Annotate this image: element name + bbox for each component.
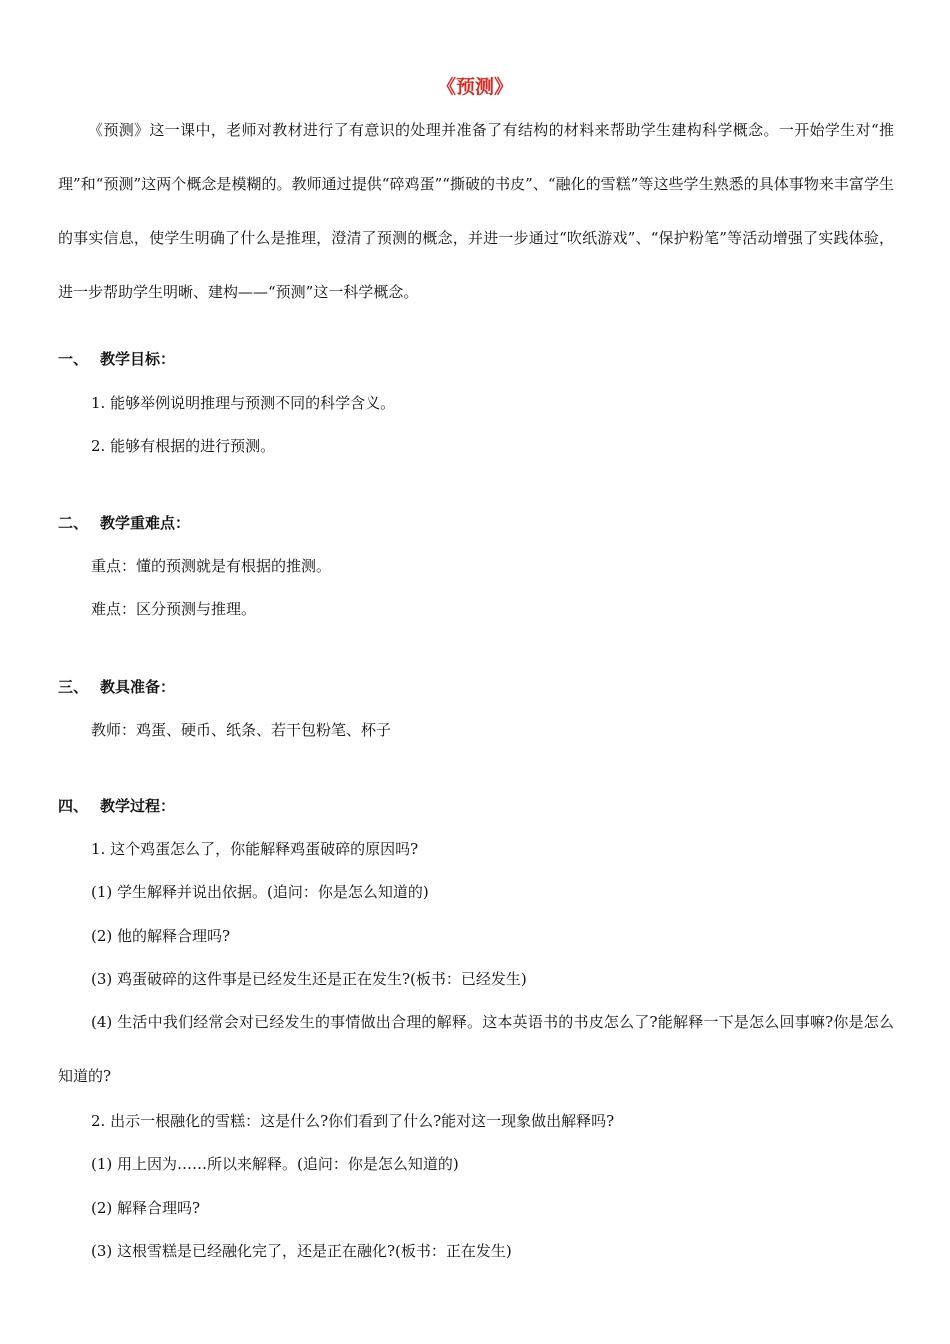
section-title: 教学重难点： (100, 514, 191, 532)
goal-item: 2. 能够有根据的进行预测。 (91, 437, 276, 455)
materials-line: 教师：鸡蛋、硬币、纸条、若干包粉笔、杯子 (91, 721, 392, 739)
process-step: 2. 出示一根融化的雪糕：这是什么?你们看到了什么?能对这一现象做出解释吗? (91, 1112, 615, 1130)
process-substep: (4) 生活中我们经常会对已经发生的事情做出合理的解释。这本英语书的书皮怎么了?能解释一下是怎么回事嘛?你是怎么知道的? (58, 1013, 894, 1085)
section-heading-goals (58, 348, 175, 369)
process-substep: (1) 学生解释并说出依据。(追问：你是怎么知道的) (91, 883, 429, 901)
section-heading-key-points (58, 512, 190, 533)
process-step: 1. 这个鸡蛋怎么了，你能解释鸡蛋破碎的原因吗? (91, 840, 419, 858)
process-substep: (3) 鸡蛋破碎的这件事是已经发生还是正在发生?(板书：已经发生) (91, 970, 527, 988)
section-title: 教学目标： (100, 350, 176, 368)
section-number: 四、 (58, 797, 89, 815)
document-title: 《预测》 (436, 76, 513, 98)
section-number: 二、 (58, 514, 89, 532)
intro-paragraph: 《预测》这一课中，老师对教材进行了有意识的处理并准备了有结构的材料来帮助学生建构科学概念。一开始学生对“推理”和“预测”这两个概念是模糊的。教师通过提供“碎鸡蛋”“撕破的书皮”、“融化的雪糕”等这些学生熟悉的具体事物来丰富学生的事实信息，使学生明确了什么是推理，澄清了预测的概念，并进一步通过“吹纸游戏”、“保护粉笔”等活动增强了实践体验，进一步帮助学生明晰、建构——“预测”这一科学概念。 (58, 121, 894, 301)
section-heading-materials (58, 676, 175, 697)
section-number: 一、 (58, 350, 89, 368)
process-substep: (1) 用上因为……所以来解释。(追问：你是怎么知道的) (91, 1155, 459, 1173)
section-title: 教学过程： (100, 797, 176, 815)
section-title: 教具准备： (100, 678, 176, 696)
section-number: 三、 (58, 678, 89, 696)
key-point-item: 重点：懂的预测就是有根据的推测。 (91, 557, 332, 575)
goal-item: 1. 能够举例说明推理与预测不同的科学含义。 (91, 394, 396, 412)
process-substep: (3) 这根雪糕是已经融化完了，还是正在融化?(板书：正在发生) (91, 1242, 512, 1260)
section-heading-process (58, 795, 175, 816)
process-substep: (2) 他的解释合理吗? (91, 927, 231, 945)
process-substep: (2) 解释合理吗? (91, 1199, 201, 1217)
key-point-item: 难点：区分预测与推理。 (91, 600, 257, 618)
